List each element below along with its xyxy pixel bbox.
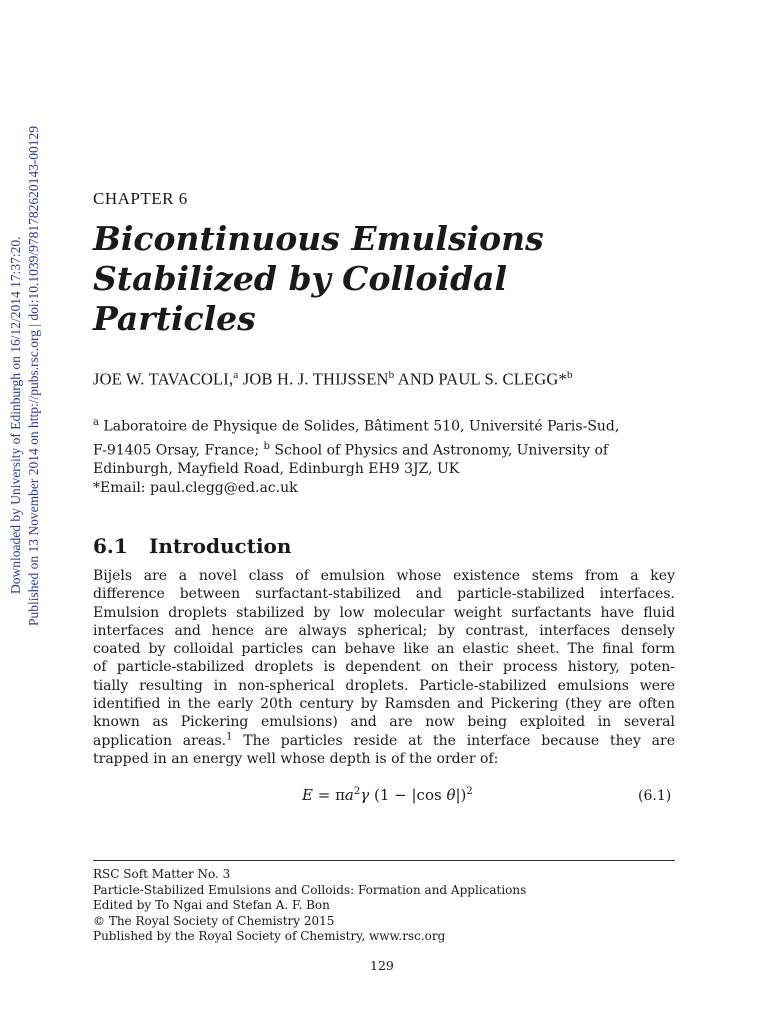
- publication-side-note[interactable]: Published on 13 November 2014 on http://pubs.rsc.org | doi:10.1039/9781782620143-00129: [26, 125, 41, 626]
- author-list: [93, 369, 693, 390]
- affiliation-marker: b: [566, 369, 573, 381]
- equation-exponent: 2: [353, 786, 361, 797]
- equation-symbol: (1 − |cos: [369, 786, 447, 804]
- affiliation-text: F-91405 Orsay, France;: [93, 442, 264, 459]
- equation-symbol: γ: [360, 786, 370, 804]
- body-text-fragment: The particles reside at the interface because they are: [232, 732, 675, 749]
- equation-symbol: |): [455, 786, 467, 804]
- author-name: JOB H. J. THIJSSEN: [238, 369, 389, 389]
- chapter-title-line: Stabilized by Colloidal: [93, 259, 508, 298]
- equation-symbol: a: [344, 786, 354, 804]
- affiliation-block: [93, 413, 683, 498]
- footer-line: Particle-Stabilized Emulsions and Colloids: Formation and Applications: [93, 882, 527, 897]
- section-heading: [93, 534, 291, 558]
- affiliation-text: Laboratoire de Physique de Solides, Bâtiment 510, Université Paris-Sud,: [98, 418, 620, 435]
- download-side-note: Downloaded by University of Edinburgh on 16/12/2014 17:37:20.: [8, 236, 23, 594]
- chapter-title-line: Particles: [93, 299, 256, 338]
- affiliation-line: [93, 413, 683, 437]
- affiliation-line: [93, 437, 683, 461]
- body-line: identified in the early 20th century by Ramsden and Pickering (they are often: [93, 696, 675, 713]
- equation-symbol: θ: [446, 786, 456, 804]
- page-number: 129: [370, 958, 394, 973]
- body-line: interfaces and hence are always spherical; by contrast, interfaces densely: [93, 622, 675, 639]
- body-line: known as Pickering emulsions) and are now being exploited in several: [93, 714, 675, 731]
- body-line: Bijels are a novel class of emulsion whose existence stems from a key: [93, 568, 675, 584]
- equation-number: (6.1): [638, 788, 672, 804]
- body-line: [93, 732, 675, 750]
- publication-footer: [93, 867, 675, 945]
- author-name: JOE W. TAVACOLI,: [93, 369, 234, 389]
- body-line: difference between surfactant-stabilized and particle-stabilized interfaces.: [93, 586, 675, 603]
- equation-symbol: E: [302, 786, 313, 804]
- section-number: 6.1: [93, 534, 128, 558]
- chapter-title-line: Bicontinuous Emulsions: [93, 219, 544, 258]
- equation-symbol: =: [312, 786, 336, 804]
- affiliation-marker: a: [93, 417, 99, 428]
- corresponding-email[interactable]: *Email: paul.clegg@ed.ac.uk: [93, 480, 298, 497]
- affiliation-text: School of Physics and Astronomy, University of: [269, 442, 609, 459]
- footer-line: RSC Soft Matter No. 3: [93, 867, 231, 881]
- reference-marker[interactable]: 1: [226, 731, 233, 743]
- body-paragraph: [93, 567, 675, 768]
- affiliation-marker: a: [233, 369, 239, 381]
- affiliation-marker: b: [388, 369, 395, 381]
- footer-line: © The Royal Society of Chemistry 2015: [93, 913, 335, 928]
- affiliation-line: Edinburgh, Mayfield Road, Edinburgh EH9 3JZ, UK: [93, 461, 460, 478]
- chapter-label: CHAPTER 6: [93, 189, 188, 208]
- body-line: trapped in an energy well whose depth is of the order of:: [93, 750, 499, 767]
- equation-exponent: 2: [466, 786, 473, 797]
- footer-line: Edited by To Ngai and Stefan A. F. Bon: [93, 898, 330, 912]
- body-line: tially resulting in non-spherical droplets. Particle-stabilized emulsions were: [93, 677, 675, 694]
- body-line: Emulsion droplets stabilized by low molecular weight surfactants have fluid: [93, 604, 675, 621]
- chapter-title: [93, 219, 653, 339]
- body-text-fragment: application areas.: [93, 732, 227, 749]
- equation-symbol: π: [335, 786, 345, 804]
- footer-divider: [93, 860, 675, 861]
- affiliation-marker: b: [263, 440, 270, 452]
- body-line: of particle-stabilized droplets is dependent on their process history, poten-: [93, 659, 675, 676]
- body-line: coated by colloidal particles can behave like an elastic sheet. The final form: [93, 641, 675, 658]
- equation: [302, 786, 473, 804]
- footer-line[interactable]: Published by the Royal Society of Chemistry, www.rsc.org: [93, 929, 446, 943]
- author-name: AND PAUL S. CLEGG*: [394, 369, 567, 389]
- section-title: Introduction: [149, 534, 292, 558]
